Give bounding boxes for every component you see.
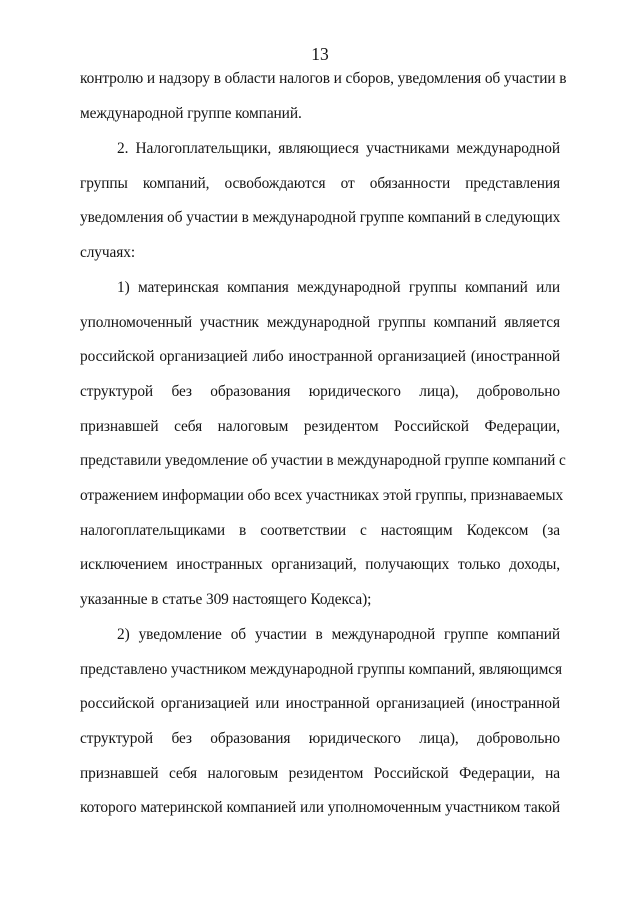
- text-line: представлено участником международной группы компаний, являющимся: [80, 661, 563, 678]
- text-line: структурой без образования юридического лица), добровольно: [80, 730, 560, 747]
- text-line: 2) уведомление об участии в международной группе компаний: [117, 626, 560, 643]
- text-line: уполномоченный участник международной группы компаний является: [80, 314, 560, 331]
- text-line: налогоплательщиками в соответствии с настоящим Кодексом (за: [80, 522, 560, 539]
- text-line: 2. Налогоплательщики, являющиеся участниками международной: [117, 140, 560, 157]
- text-line: которого материнской компанией или уполномоченным участником такой: [80, 799, 560, 816]
- text-line: отражением информации обо всех участниках этой группы, признаваемых: [80, 487, 564, 504]
- text-line: 1) материнская компания международной группы компаний или: [117, 279, 560, 296]
- text-line: случаях:: [80, 244, 136, 261]
- text-line: группы компаний, освобождаются от обязанности представления: [80, 175, 560, 192]
- text-line: исключением иностранных организаций, получающих только доходы,: [80, 556, 560, 573]
- text-line: признавшей себя налоговым резидентом Российской Федерации, на: [80, 765, 560, 782]
- text-line: уведомления об участии в международной группе компаний в следующих: [80, 209, 561, 226]
- text-line: международной группе компаний.: [80, 105, 302, 122]
- text-line: представили уведомление об участии в международной группе компаний с: [80, 452, 566, 469]
- text-line: указанные в статье 309 настоящего Кодекса);: [80, 591, 372, 608]
- text-line: структурой без образования юридического лица), добровольно: [80, 383, 560, 400]
- text-line: контролю и надзору в области налогов и сборов, уведомления об участии в: [80, 70, 567, 87]
- text-line: признавшей себя налоговым резидентом Российской Федерации,: [80, 418, 560, 435]
- page-number: 13: [311, 44, 329, 64]
- text-line: российской организацией или иностранной организацией (иностранной: [80, 695, 560, 712]
- text-line: российской организацией либо иностранной организацией (иностранной: [80, 348, 560, 365]
